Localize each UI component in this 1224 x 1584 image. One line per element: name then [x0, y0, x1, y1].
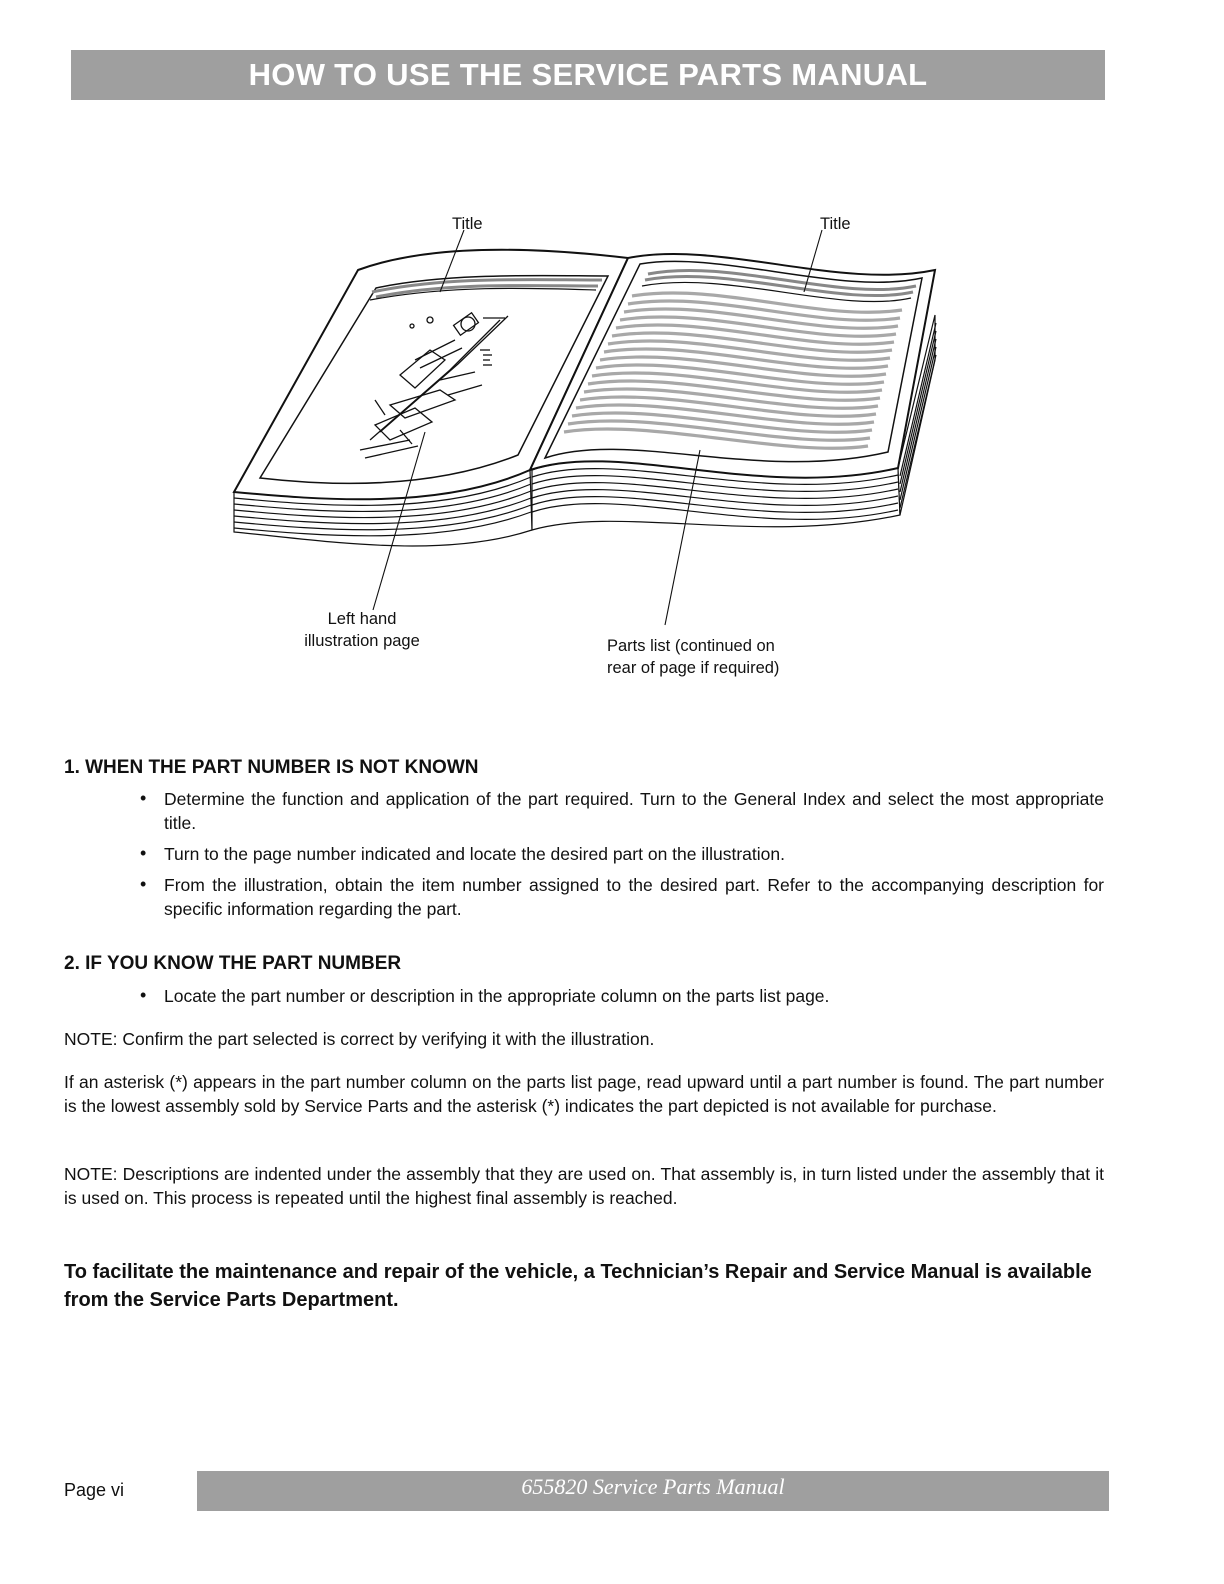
list-item [140, 873, 1104, 921]
callout-title-right: Title [820, 215, 851, 233]
note-confirm-part: NOTE: Confirm the part selected is correct by verifying it with the illustration. [64, 1029, 655, 1049]
callout-parts-list-line1: Parts list (continued on [607, 637, 775, 655]
footer-manual-title: 655820 Service Parts Manual [197, 1471, 1109, 1511]
list-item [140, 984, 1104, 1008]
section1-bullet-list [140, 787, 1104, 928]
callout-title-left: Title [452, 215, 483, 233]
callout-left-hand-line1: Left hand [327, 610, 397, 628]
section2-heading: 2. IF YOU KNOW THE PART NUMBER [64, 953, 402, 974]
bullet-icon: • [140, 874, 147, 894]
list-item [140, 842, 1104, 866]
page-title: HOW TO USE THE SERVICE PARTS MANUAL [71, 50, 1105, 100]
callout-parts-list-line2: rear of page if required) [607, 659, 780, 677]
note-indented-descriptions: NOTE: Descriptions are indented under the assembly that they are used on. That assembly is, in turn listed under the assembly that it is used on. This process is repeated until the highest final assembly is reached. [64, 1164, 1104, 1208]
bullet-icon: • [140, 843, 147, 863]
section1-heading: 1. WHEN THE PART NUMBER IS NOT KNOWN [64, 757, 479, 778]
bullet-icon: • [140, 985, 147, 1005]
open-manual-illustration [200, 200, 1030, 700]
bullet-text: Locate the part number or description in the appropriate column on the parts list page. [164, 986, 830, 1006]
callout-left-hand-line2: illustration page [304, 632, 420, 650]
bullet-text: Determine the function and application of the part required. Turn to the General Index and select the most appropriate title. [164, 789, 1104, 833]
page-number: Page vi [64, 1480, 125, 1500]
section2-bullet-list [140, 984, 1104, 1015]
callout-parts-list [607, 635, 827, 679]
bullet-text: From the illustration, obtain the item number assigned to the desired part. Refer to the accompanying description for specific information regarding the part. [164, 875, 1104, 919]
asterisk-explanation: If an asterisk (*) appears in the part number column on the parts list page, read upward until a part number is found. The part number is the lowest assembly sold by Service Parts and the asterisk (*) indicates the part depicted is not available for purchase. [64, 1072, 1104, 1116]
bullet-text: Turn to the page number indicated and locate the desired part on the illustration. [164, 844, 785, 864]
list-item [140, 787, 1104, 835]
service-manual-availability: To facilitate the maintenance and repair of the vehicle, a Technician’s Repair and Service Manual is available from the Service Parts Department. [64, 1261, 1092, 1311]
bullet-icon: • [140, 788, 147, 808]
callout-left-hand-page [292, 608, 432, 652]
